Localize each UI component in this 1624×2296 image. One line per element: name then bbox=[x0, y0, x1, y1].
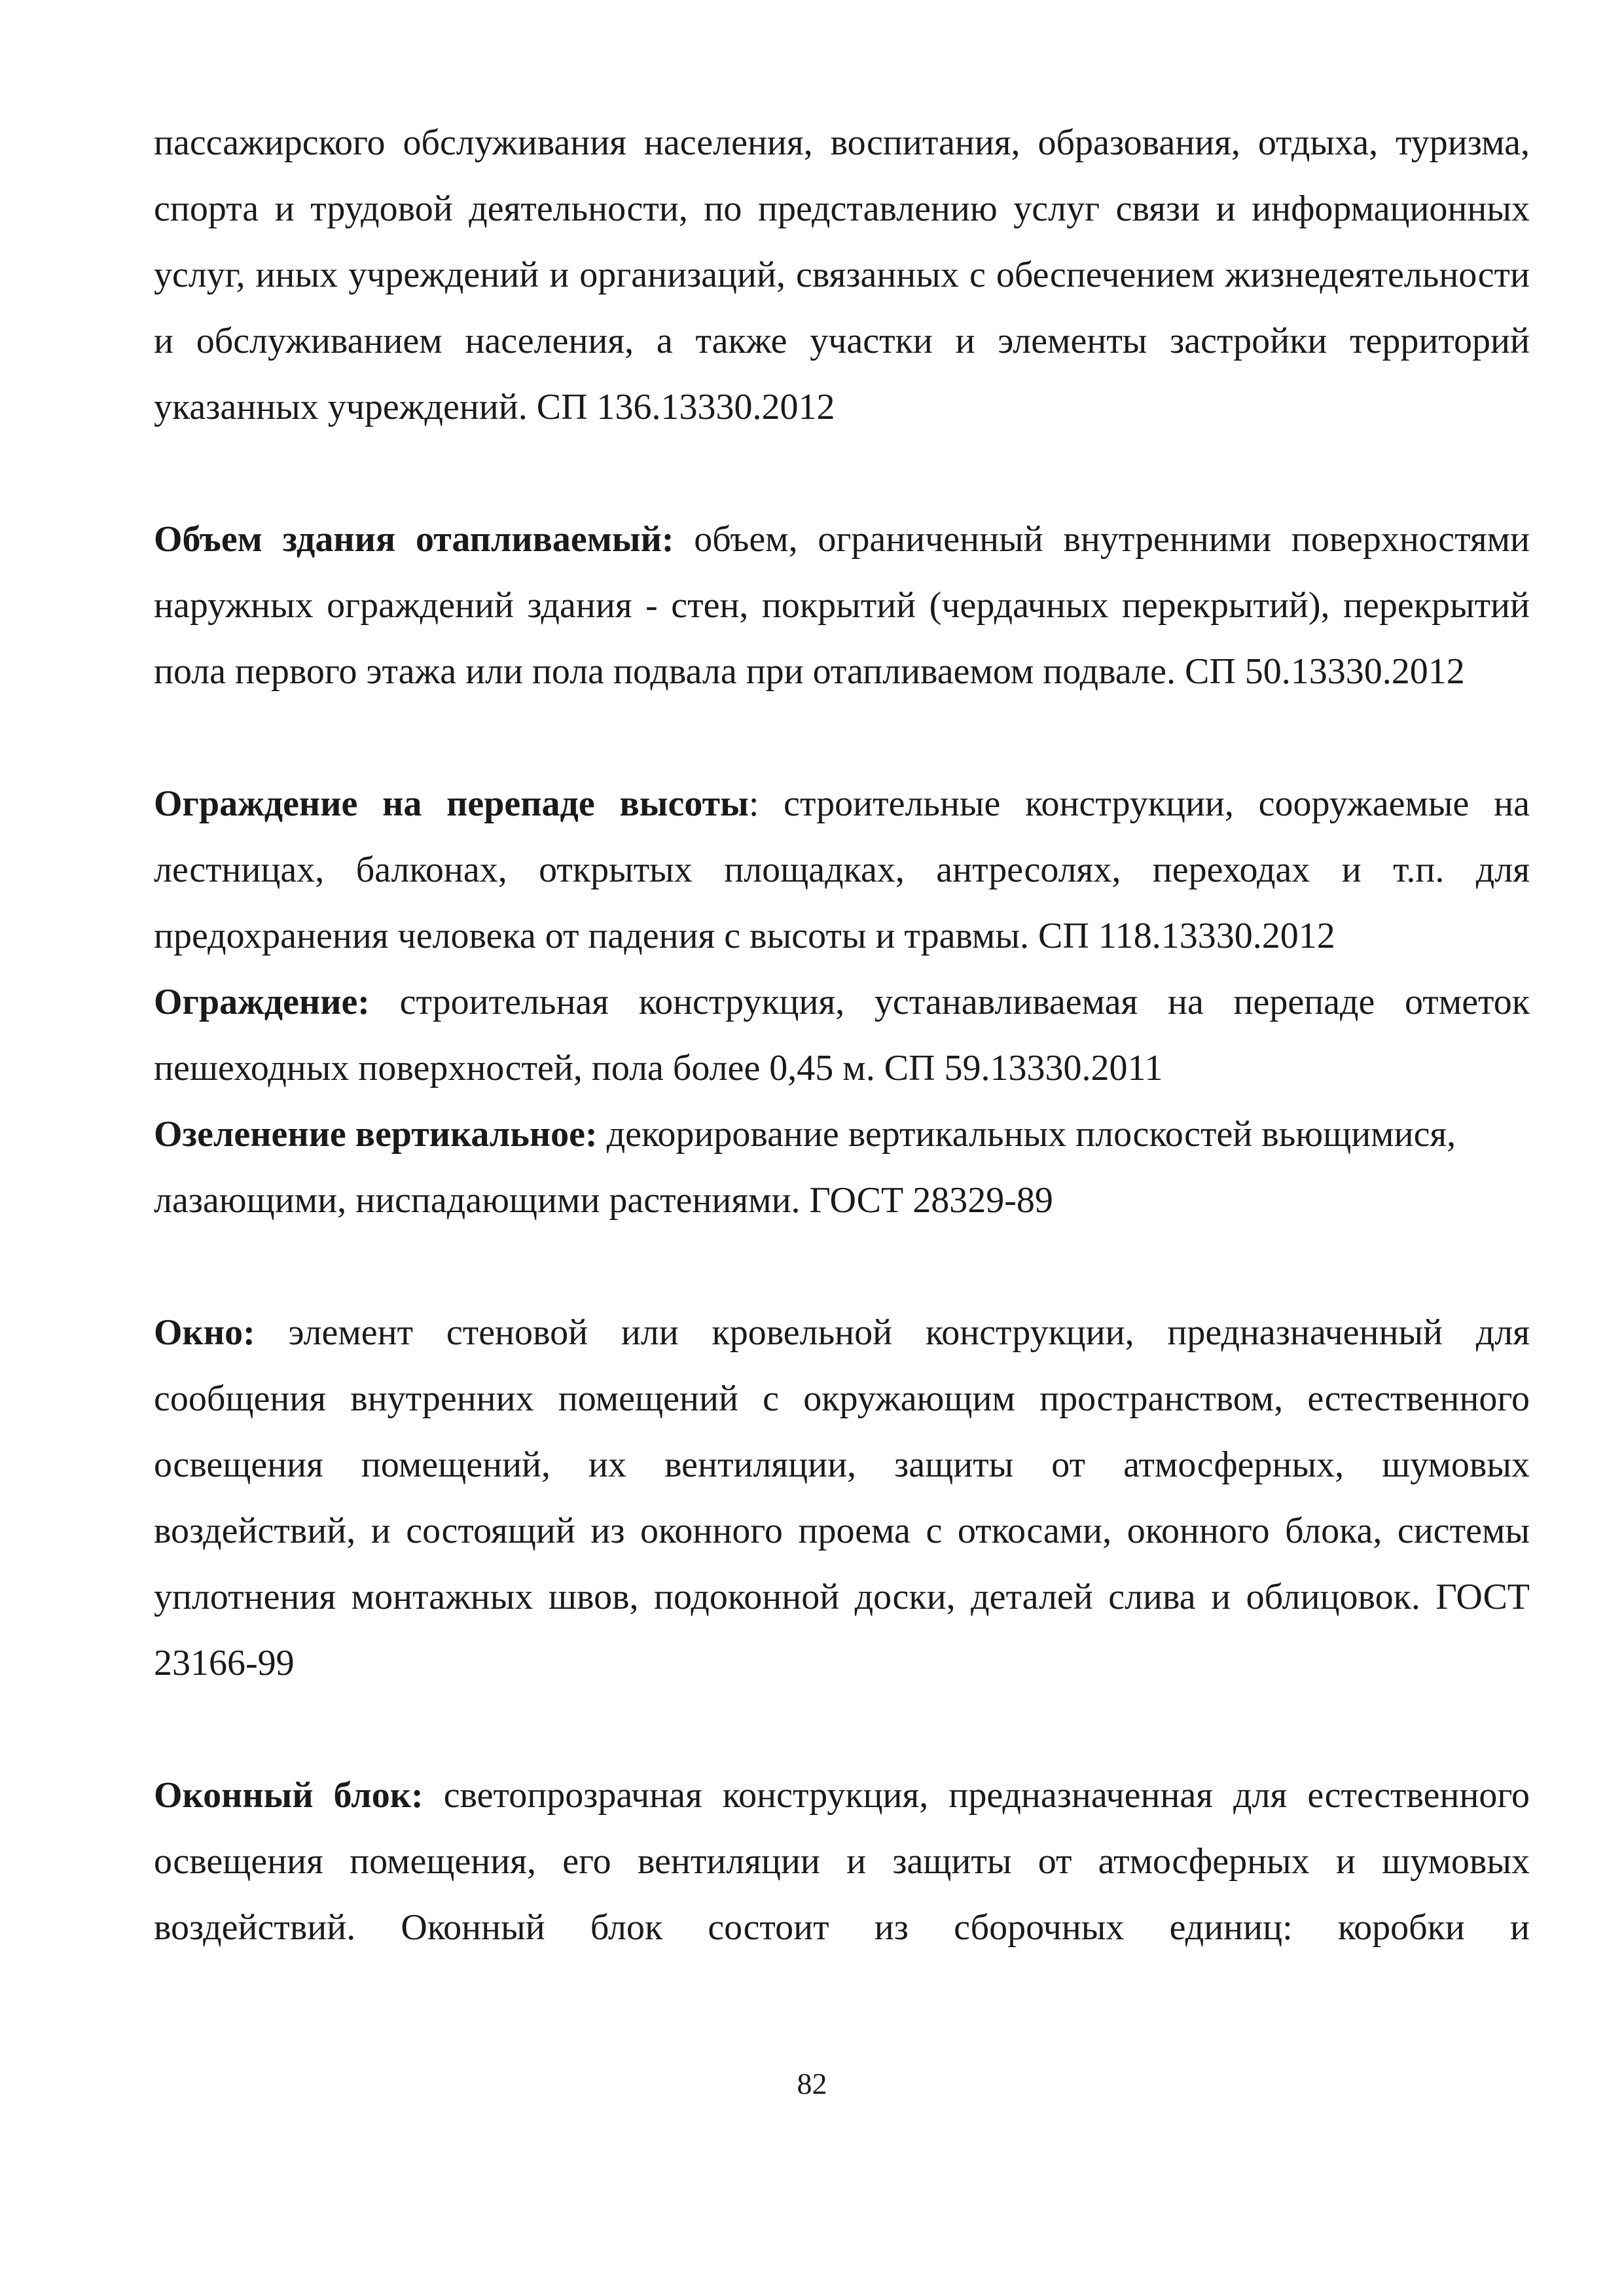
definition-heated-building-volume bbox=[154, 507, 1530, 705]
definition-window bbox=[154, 1300, 1530, 1696]
definition-text: светопрозрачная конструкция, предназначенная для естественного освещения помещения, его вентиляции и защиты от атмосферных и шумовых воздействий. Оконный блок состоит из сборочных единиц: коробки и bbox=[154, 1775, 1530, 1948]
definition-text: объем, ограниченный внутренними поверхностями наружных ограждений здания - стен, покрытий (чердачных перекрытий), перекрытий пола первого этажа или пола подвала при отапливаемом подвале. СП 50.13330.2012 bbox=[154, 519, 1530, 692]
term: Окно: bbox=[154, 1312, 255, 1353]
paragraph-text: пассажирского обслуживания населения, воспитания, образования, отдыха, туризма, спорта и трудовой деятельности, по представлению услуг связи и информационных услуг, иных учреждений и организаций, связанных с обеспечением жизнедеятельности и обслуживанием населения, а также участки и элементы застройки территорий указанных учреждений. СП 136.13330.2012 bbox=[154, 122, 1530, 427]
definition-height-drop-barrier bbox=[154, 771, 1530, 969]
definition-text: элемент стеновой или кровельной конструкции, предназначенный для сообщения внутренних помещений с окружающим пространством, естественного освещения помещений, их вентиляции, защиты от атмосферных, шумовых воздействий, и состоящий из оконного проема с откосами, оконного блока, системы уплотнения монтажных швов, подоконной доски, деталей слива и облицовок. ГОСТ 23166-99 bbox=[154, 1312, 1530, 1683]
document-page bbox=[154, 110, 1530, 1961]
definition-window-unit bbox=[154, 1763, 1530, 1961]
term: Объем здания отапливаемый: bbox=[154, 519, 674, 560]
paragraph-gap bbox=[154, 1696, 1530, 1763]
definition-barrier bbox=[154, 969, 1530, 1102]
term: Ограждение: bbox=[154, 982, 370, 1022]
paragraph-gap bbox=[154, 1234, 1530, 1300]
term: Ограждение на перепаде высоты bbox=[154, 783, 749, 824]
paragraph-gap bbox=[154, 440, 1530, 507]
paragraph-gap bbox=[154, 705, 1530, 771]
definition-vertical-greening bbox=[154, 1102, 1530, 1234]
definition-text: декорирование вертикальных плоскостей вьющимися, лазающими, ниспадающими растениями. ГОСТ 28329-89 bbox=[154, 1114, 1456, 1221]
definition-text: строительная конструкция, устанавливаемая на перепаде отметок пешеходных поверхностей, пола более 0,45 м. СП 59.13330.2011 bbox=[154, 982, 1530, 1088]
term: Оконный блок: bbox=[154, 1775, 424, 1816]
page-number: 82 bbox=[797, 2067, 827, 2100]
definition-text: : строительные конструкции, сооружаемые на лестницах, балконах, открытых площадках, антресолях, переходах и т.п. для предохранения человека от падения с высоты и травмы. СП 118.13330.2012 bbox=[154, 783, 1530, 956]
paragraph-continuation bbox=[154, 110, 1530, 440]
term: Озеленение вертикальное: bbox=[154, 1114, 598, 1155]
